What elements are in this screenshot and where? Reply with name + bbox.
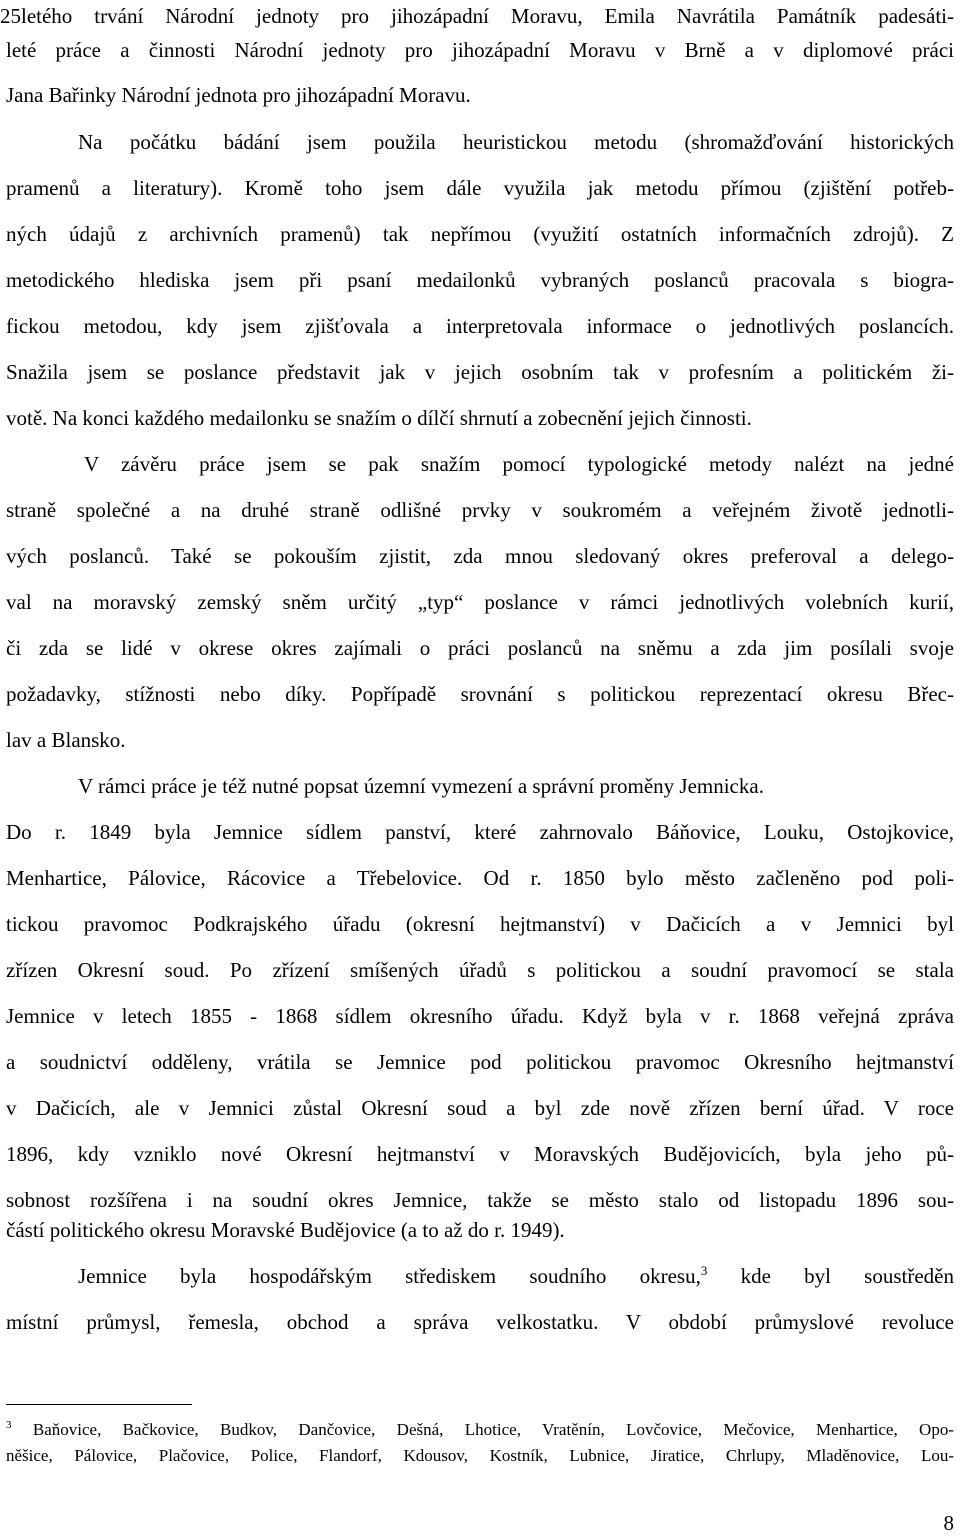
body-text-line: ných údajů z archivních pramenů) tak nepřímou (využití ostatních informačních zdrojů). Z: [6, 222, 954, 246]
body-text-line: tickou pravomoc Podkrajského úřadu (okresní hejtmanství) v Dačicích a v Jemnici byl: [6, 912, 954, 936]
body-text-line: Do r. 1849 byla Jemnice sídlem panství, které zahrnovalo Báňovice, Louku, Ostojkovice,: [6, 820, 954, 844]
body-text-line: Menhartice, Pálovice, Rácovice a Třebelovice. Od r. 1850 bylo město začleněno pod poli-: [6, 866, 954, 890]
body-text-line: val na moravský zemský sněm určitý „typ“ poslance v rámci jednotlivých volebních kurií,: [6, 590, 954, 614]
body-text-segment: Jemnice byla hospodářským střediskem soudního okresu,: [78, 1264, 701, 1288]
body-text-line: zřízen Okresní soud. Po zřízení smíšených úřadů s politickou a soudní pravomocí se stala: [6, 958, 954, 982]
body-text-line: V rámci práce je též nutné popsat územní vymezení a správní proměny Jemnicka.: [78, 774, 764, 798]
body-text-line: Na počátku bádání jsem použila heuristickou metodu (shromažďování historických: [78, 130, 954, 154]
body-text-line: leté práce a činnosti Národní jednoty pro jihozápadní Moravu v Brně a v diplomové práci: [6, 38, 954, 62]
footnote-line: něšice, Pálovice, Plačovice, Police, Flandorf, Kdousov, Kostník, Lubnice, Jiratice, Chrlupy, Mladěnovice, Lou-: [6, 1446, 954, 1465]
body-text-line: vých poslanců. Také se pokouším zjistit, zda mnou sledovaný okres preferoval a delego-: [6, 544, 954, 568]
body-text-line: či zda se lidé v okrese okres zajímali o práci poslanců na sněmu a zda jim posílali svoje: [6, 636, 954, 660]
body-text-line: Jemnice v letech 1855 - 1868 sídlem okresního úřadu. Když byla v r. 1868 veřejná zpráva: [6, 1004, 954, 1028]
body-text-line: pramenů a literatury). Kromě toho jsem dále využila jak metodu přímou (zjištění potřeb-: [6, 176, 954, 200]
footnote-reference[interactable]: 3: [700, 1263, 708, 1278]
body-text-line: místní průmysl, řemesla, obchod a správa velkostatku. V období průmyslové revoluce: [6, 1310, 954, 1334]
body-text-line: částí politického okresu Moravské Budějovice (a to až do r. 1949).: [6, 1218, 565, 1242]
body-text-line: votě. Na konci každého medailonku se snažím o dílčí shrnutí a zobecnění jejich činnosti.: [6, 406, 752, 430]
footnote-marker: 3: [6, 1419, 12, 1431]
body-text-line: straně společné a na druhé straně odlišné prvky v soukromém a veřejném životě jednotli-: [6, 498, 954, 522]
page-number: 8: [943, 1511, 954, 1535]
body-text-line: Jana Bařinky Národní jednota pro jihozápadní Moravu.: [6, 83, 471, 107]
body-text-line-with-footnote: [78, 1260, 954, 1292]
body-text-line: Snažila jsem se poslance představit jak v jejich osobním tak v profesním a politickém ži-: [6, 360, 954, 384]
body-text-line: lav a Blansko.: [6, 728, 126, 752]
footnote-separator: [6, 1404, 192, 1405]
body-text-line: požadavky, stížnosti nebo díky. Popřípadě srovnání s politickou reprezentací okresu Břec-: [6, 682, 954, 706]
body-text-segment: kde byl soustředěn: [740, 1264, 954, 1288]
footnote-text: Baňovice, Bačkovice, Budkov, Dančovice, Dešná, Lhotice, Vratěnín, Lovčovice, Mečovice, Menhartice, Opo-: [32, 1420, 955, 1439]
body-text-line: v Dačicích, ale v Jemnici zůstal Okresní soud a byl zde nově zřízen berní úřad. V roce: [6, 1096, 954, 1120]
body-text-line: 1896, kdy vzniklo nové Okresní hejtmanství v Moravských Budějovicích, byla jeho pů-: [6, 1142, 954, 1166]
body-text-line: sobnost rozšířena i na soudní okres Jemnice, takže se město stalo od listopadu 1896 sou-: [6, 1188, 954, 1212]
body-text-line: metodického hlediska jsem při psaní medailonků vybraných poslanců pracovala s biogra-: [6, 268, 954, 292]
body-text-line: a soudnictví odděleny, vrátila se Jemnice pod politickou pravomoc Okresního hejtmanství: [6, 1050, 954, 1074]
body-text-line: 25letého trvání Národní jednoty pro jihozápadní Moravu, Emila Navrátila Památník padesáti-: [0, 4, 954, 28]
footnote-line: [6, 1417, 954, 1443]
body-text-line: V závěru práce jsem se pak snažím pomocí typologické metody nalézt na jedné: [84, 452, 954, 476]
body-text-line: fickou metodou, kdy jsem zjišťovala a interpretovala informace o jednotlivých poslancích.: [6, 314, 954, 338]
